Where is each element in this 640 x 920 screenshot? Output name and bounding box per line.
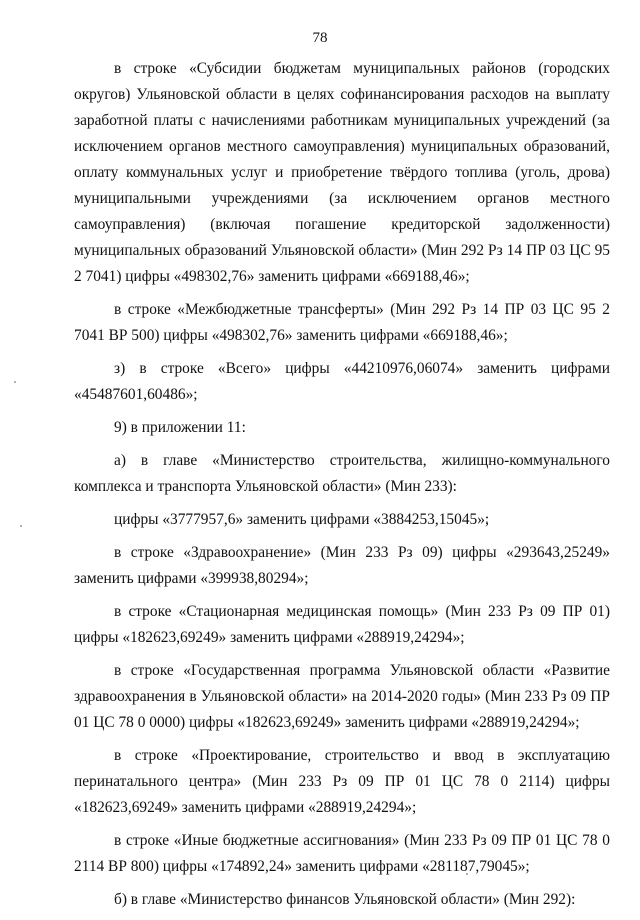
scan-speck <box>14 381 16 383</box>
page-number: 78 <box>312 30 328 46</box>
document-body <box>74 56 610 920</box>
paragraph: в строке «Государственная программа Ульяновской области «Развитие здравоохранения в Ульяновской области» на 2014-2020 годы» (Мин 233 Рз 09 ПР 01 ЦС 78 0 0000) цифры «182623,69249» заменить цифрами «288919,24294»; <box>74 662 610 731</box>
paragraph: а) в главе «Министерство строительства, жилищно-коммунального комплекса и транспорта Ульяновской области» (Мин 233): <box>74 452 610 495</box>
paragraph: в строке «Проектирование, строительство и ввод в эксплуатацию перинатального центра» (Мин 233 Рз 09 ПР 01 ЦС 78 0 2114) цифры «182623,69249» заменить цифрами «288919,24294»; <box>74 747 610 816</box>
paragraph: в строке «Стационарная медицинская помощь» (Мин 233 Рз 09 ПР 01) цифры «182623,69249» заменить цифрами «288919,24294»; <box>74 603 610 646</box>
paragraph: в строке «Иные бюджетные ассигнования» (Мин 233 Рз 09 ПР 01 ЦС 78 0 2114 ВР 800) цифры «174892,24» заменить цифрами «281187,79045»; <box>74 832 610 875</box>
paragraph: б) в главе «Министерство финансов Ульяновской области» (Мин 292): <box>114 891 576 908</box>
scan-speck <box>20 525 22 527</box>
paragraph: в строке «Субсидии бюджетам муниципальных районов (городских округов) Ульяновской области в целях софинансирования расходов на выплату заработной платы с начислениями работникам муниципальных учреждений (за исключением органов местного самоуправления) муниципальных образований, оплату коммунальных услуг и приобретение твёрдого топлива (уголь, дрова) муниципальными учреждениями (за исключением органов местного самоуправления) (включая погашение кредиторской задолженности) муниципальных образований Ульяновской области» (Мин 292 Рз 14 ПР 03 ЦС 95 2 7041) цифры «498302,76» заменить цифрами «669188,46»; <box>74 60 610 285</box>
paragraph: в строке «Здравоохранение» (Мин 233 Рз 09) цифры «293643,25249» заменить цифрами «399938,80294»; <box>74 544 610 587</box>
paragraph: 9) в приложении 11: <box>114 419 246 436</box>
paragraph: цифры «3777957,6» заменить цифрами «3884253,15045»; <box>114 511 490 528</box>
paragraph: в строке «Межбюджетные трансферты» (Мин 292 Рз 14 ПР 03 ЦС 95 2 7041 ВР 500) цифры «498302,76» заменить цифрами «669188,46»; <box>74 301 610 344</box>
paragraph: з) в строке «Всего» цифры «44210976,06074» заменить цифрами «45487601,60486»; <box>74 360 610 403</box>
